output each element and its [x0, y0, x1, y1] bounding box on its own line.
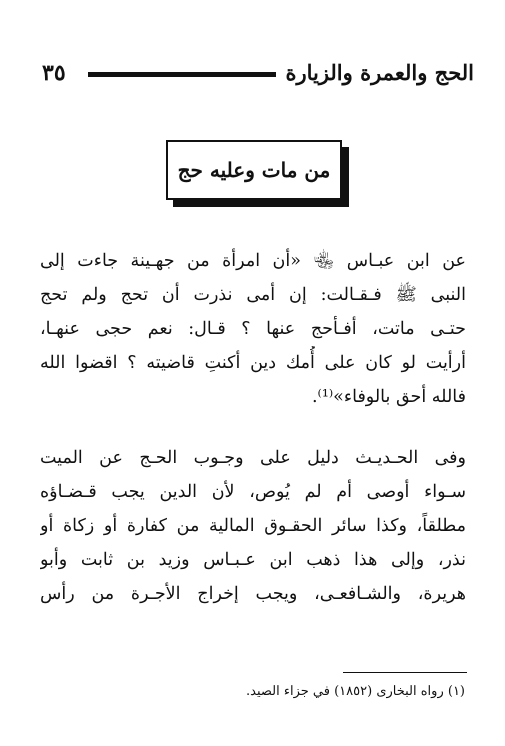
running-title: الحج والعمرة والزيارة	[285, 60, 474, 85]
text-line: النبى ﷺ فـقـالت: إن أمى نذرت أن تحج ولم تحج	[40, 285, 466, 305]
text-line: وفى الحـديـث دليل على وجـوب الحـج عن الميت	[40, 448, 466, 468]
page-number: ٣٥	[42, 60, 66, 86]
text-line: مطلقاً، وكذا سائر الحقـوق المالية من كفارة أو زكاة أو	[40, 516, 466, 536]
footnote-rule	[343, 672, 467, 673]
text-line: فالله أحق بالوفاء»⁽¹⁾.	[311, 387, 466, 407]
text-line: أرأيت لو كان على أُمك دين أكنتِ قاضيته ؟ اقضوا الله	[40, 353, 466, 373]
paragraph-commentary	[40, 441, 466, 611]
text-line: عن ابن عبـاس ﵄ «أن امرأة من جهـينة جاءت إلى	[40, 251, 466, 271]
footnote: (١) رواه البخارى (١٨٥٢) في جزاء الصيد.	[245, 684, 465, 699]
page-header	[36, 58, 474, 92]
text-line: نذر، وإلى هذا ذهب ابن عـبـاس وزيد بن ثابت وأبو	[40, 550, 466, 570]
section-title-box	[166, 140, 342, 200]
header-rule	[88, 72, 276, 77]
text-line: سـواء أوصى أم لم يُوص، لأن الدين يجب قـضـاؤه	[40, 482, 466, 502]
paragraph-hadith	[40, 244, 466, 414]
text-line: هريرة، والشـافعـى، ويجب إخراج الأجـرة من رأس	[40, 584, 466, 604]
text-line: حتـى ماتت، أفـأحج عنها ؟ قـال: نعم حجى عنهـا،	[40, 319, 466, 339]
section-title: من مات وعليه حج	[177, 158, 331, 182]
